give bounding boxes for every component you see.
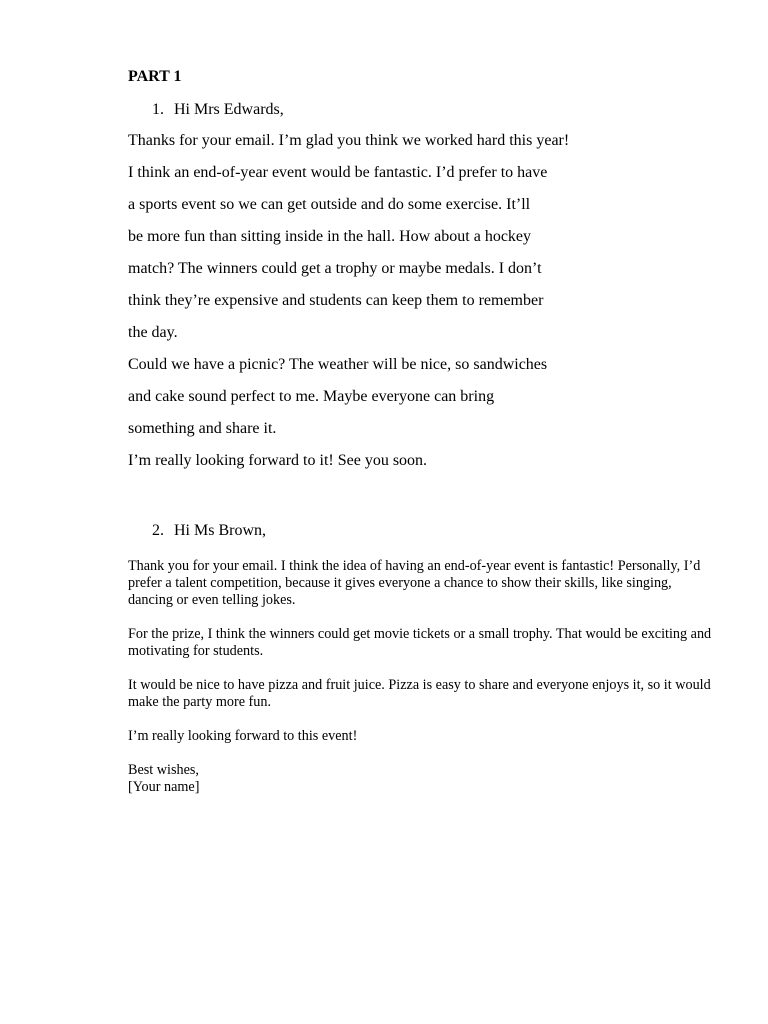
letter-closing: Best wishes, (128, 762, 199, 778)
letter-line: be more fun than sitting inside in the hall. How about a hockey (128, 228, 532, 245)
list-number: 1. (152, 101, 164, 118)
letter-paragraph: It would be nice to have pizza and fruit juice. Pizza is easy to share and everyone enjoys it, so it would make the party more fun. (128, 677, 711, 710)
letter-line: Could we have a picnic? The weather will be nice, so sandwiches (128, 356, 548, 373)
letter-greeting: Hi Mrs Edwards, (174, 101, 284, 118)
letter-line: the day. (128, 324, 178, 341)
letter-line: a sports event so we can get outside and do some exercise. It’ll (128, 196, 531, 213)
letter-line: something and share it. (128, 420, 277, 437)
letter-line: I think an end-of-year event would be fantastic. I’d prefer to have (128, 164, 548, 181)
letter-signature: [Your name] (128, 779, 200, 795)
letter-line: Thanks for your email. I’m glad you think we worked hard this year! (128, 132, 570, 149)
letter-paragraph: Thank you for your email. I think the idea of having an end-of-year event is fantastic! Personally, I’d prefer a talent competition, because it gives everyone a chance to show their skills, like singing, dancing or even telling jokes. (128, 558, 701, 608)
letter-two-body (128, 558, 718, 796)
letter-line: I’m really looking forward to it! See you soon. (128, 452, 428, 469)
letter-one-body (128, 131, 569, 483)
letter-greeting: Hi Ms Brown, (174, 522, 267, 539)
letter-line: match? The winners could get a trophy or maybe medals. I don’t (128, 260, 542, 277)
letter-line: think they’re expensive and students can keep them to remember (128, 292, 544, 309)
list-number: 2. (152, 522, 164, 539)
letter-paragraph: For the prize, I think the winners could get movie tickets or a small trophy. That would be exciting and motivating for students. (128, 626, 712, 659)
section-heading: PART 1 (128, 68, 182, 85)
letter-line: and cake sound perfect to me. Maybe everyone can bring (128, 388, 495, 405)
letter-paragraph: I’m really looking forward to this event! (128, 728, 358, 744)
